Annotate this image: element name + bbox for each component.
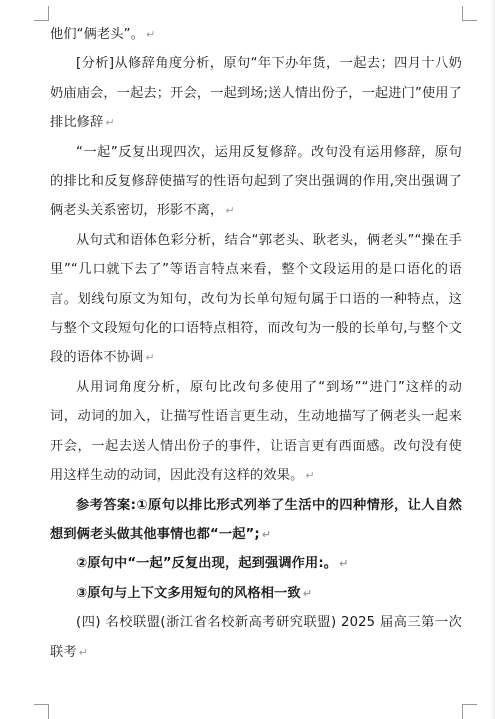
page-corner-bottom-right — [462, 704, 477, 719]
paragraph-4[interactable] — [50, 226, 462, 373]
answer-point-3-text: ③原句与上下文多用短句的风格相一致 — [76, 585, 301, 601]
paragraph-mark: ↵ — [261, 527, 272, 541]
paragraph-4-text: 从句式和语体色彩分析，结合“郭老头、耿老头，俩老头”“操在手里”“几口就下去了”等语言特点来看，整个文段运用的是口语化的语言。划线句原文为知句，改句为长单句短句属于口语的一种特点，这与整个文段短句化的口语特点相符，而改句为一般的长单句,与整个文段的语体不协调 — [50, 232, 462, 366]
paragraph-2-text: [分析]从修辞角度分析，原句“年下办年货，一起去；四月十八奶奶庙庙会，一起去；开会，一起到场;送人情出份子，一起进门”使用了排比修辞 — [50, 56, 462, 131]
paragraph-mark: ↵ — [305, 469, 315, 483]
answer-text: 参考答案:①原句以排比形式列举了生活中的四种情形，让人自然想到俩老头做其他事情也都“一起”; — [50, 497, 462, 542]
paragraph-mark: ↵ — [146, 28, 156, 41]
paragraph-3[interactable] — [50, 138, 462, 226]
answer-paragraph[interactable] — [50, 491, 462, 550]
paragraph-5-text: 从用词角度分析，原句比改句多使用了“到场”“进门”这样的动词，动词的加入，让描写性语言更生动，生动地描写了俩老头一起来开会，一起去送人情出份子的事件，让语言更有西面感。改句没有使用这样生动的动词，因此没有这样的效果。 — [50, 379, 462, 484]
paragraph-1-text: 他们“俩老头”。 — [50, 27, 144, 42]
paragraph-mark: ↵ — [145, 351, 155, 365]
answer-point-3[interactable] — [50, 579, 462, 608]
page-corner-top-left — [34, 6, 49, 21]
answer-point-2[interactable] — [50, 549, 462, 578]
page-corner-top-right — [462, 6, 477, 21]
paragraph-3-text: “一起”反复出现四次，运用反复修辞。改句没有运用修辞，原句的排比和反复修辞使描写的性语句起到了突出强调的作用,突出强调了俩老头关系密切，形影不离， — [50, 144, 462, 219]
section-heading-4-text: (四) 名校联盟(浙江省名校新高考研究联盟) 2025 届高三第一次联考 — [50, 615, 462, 660]
paragraph-mark: ↵ — [339, 557, 349, 571]
answer-point-2-text: ②原句中“一起”反复出现，起到强调作用:。 — [76, 556, 338, 572]
paragraph-1[interactable] — [50, 20, 462, 49]
paragraph-mark: ↵ — [105, 116, 115, 130]
section-heading-4[interactable] — [50, 608, 462, 667]
paragraph-2[interactable] — [50, 49, 462, 137]
paragraph-mark: ↵ — [302, 586, 313, 600]
paragraph-mark: ↵ — [225, 204, 235, 218]
page-corner-bottom-left — [34, 704, 49, 719]
document-body[interactable] — [50, 20, 462, 667]
paragraph-mark: ↵ — [78, 645, 89, 659]
paragraph-5[interactable] — [50, 373, 462, 491]
page-edge-shadow — [491, 0, 495, 719]
